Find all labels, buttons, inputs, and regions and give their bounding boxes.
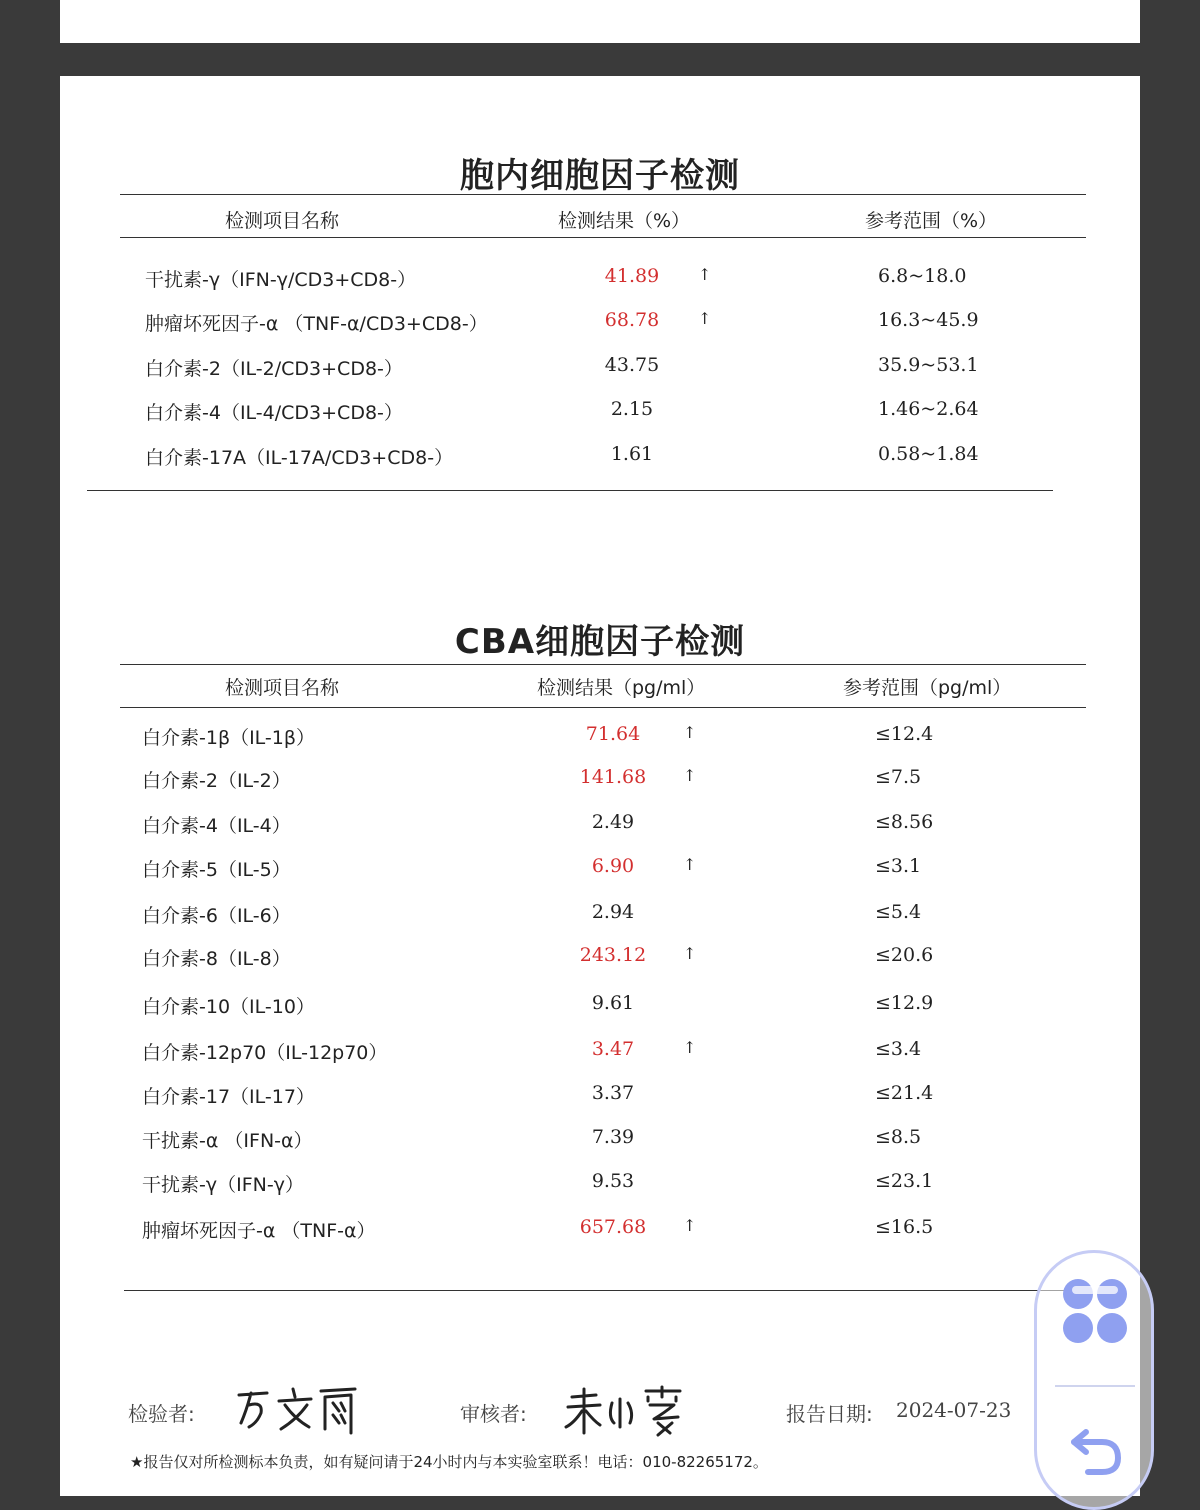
reviewer-signature: [562, 1383, 687, 1439]
test-item-name: 肿瘤坏死因子-α （TNF-α/CD3+CD8-）: [145, 313, 488, 335]
section1-header-top-rule: [120, 194, 1086, 195]
table-row: [0, 1082, 1200, 1112]
test-item-name: 干扰素-α （IFN-α）: [142, 1130, 313, 1152]
reference-range: 0.58~1.84: [878, 443, 979, 465]
test-item-name: 干扰素-γ（IFN-γ）: [142, 1174, 304, 1196]
test-result-value: 9.61: [591, 992, 635, 1014]
table-row: [0, 398, 1200, 428]
section1-title: 胞内细胞因子检测: [460, 156, 740, 196]
test-result-value: 43.75: [604, 354, 660, 376]
section1-bottom-rule: [87, 490, 1053, 491]
test-item-name: 白介素-17（IL-17）: [142, 1086, 315, 1108]
section1-header-name: 检测项目名称: [225, 210, 340, 232]
reference-range: 1.46~2.64: [878, 398, 979, 420]
reference-range: ≤3.4: [875, 1038, 922, 1060]
disclaimer-note: ★报告仅对所检测标本负责，如有疑问请于24小时内与本实验室联系！电话：010-82265172。: [130, 1453, 768, 1471]
table-row: [0, 1216, 1200, 1246]
table-row: [0, 992, 1200, 1022]
reference-range: ≤7.5: [875, 766, 922, 788]
reference-range: ≤8.5: [875, 1126, 922, 1148]
test-item-name: 白介素-2（IL-2）: [142, 770, 291, 792]
high-flag-arrow: ↑: [698, 265, 712, 284]
test-item-name: 白介素-8（IL-8）: [142, 948, 291, 970]
table-row: [0, 1170, 1200, 1200]
table-row: [0, 811, 1200, 841]
test-result-value: 2.15: [610, 398, 654, 420]
test-result-value: 71.64: [585, 723, 641, 745]
apps-icon[interactable]: [1060, 1276, 1130, 1346]
reference-range: ≤21.4: [875, 1082, 934, 1104]
test-result-value: 3.47: [591, 1038, 635, 1060]
section2-bottom-rule: [124, 1290, 1064, 1291]
reference-range: ≤8.56: [875, 811, 934, 833]
high-flag-arrow: ↑: [683, 766, 697, 785]
test-item-name: 肿瘤坏死因子-α （TNF-α）: [142, 1220, 376, 1242]
reference-range: 35.9~53.1: [878, 354, 979, 376]
test-result-value: 141.68: [579, 766, 647, 788]
test-result-value: 41.89: [604, 265, 660, 287]
report-date-value: 2024-07-23: [896, 1398, 1012, 1422]
inspector-signature: [235, 1383, 360, 1439]
test-item-name: 干扰素-γ（IFN-γ/CD3+CD8-）: [145, 269, 417, 291]
test-item-name: 白介素-5（IL-5）: [142, 859, 291, 881]
section2-header-bottom-rule: [120, 707, 1086, 708]
table-row: [0, 265, 1200, 295]
test-result-value: 657.68: [579, 1216, 647, 1238]
undo-icon[interactable]: [1066, 1418, 1126, 1478]
high-flag-arrow: ↑: [683, 944, 697, 963]
table-row: [0, 944, 1200, 974]
reference-range: ≤23.1: [875, 1170, 934, 1192]
table-row: [0, 766, 1200, 796]
test-item-name: 白介素-6（IL-6）: [142, 905, 291, 927]
test-result-value: 3.37: [591, 1082, 635, 1104]
section1-header-bottom-rule: [120, 237, 1086, 238]
test-result-value: 9.53: [591, 1170, 635, 1192]
reference-range: ≤20.6: [875, 944, 934, 966]
high-flag-arrow: ↑: [683, 723, 697, 742]
section2-title: CBA细胞因子检测: [454, 622, 746, 662]
reviewer-label: 审核者:: [460, 1402, 527, 1426]
test-item-name: 白介素-4（IL-4/CD3+CD8-）: [145, 402, 403, 424]
section1-header-range: 参考范围（%）: [865, 210, 998, 232]
reference-range: ≤12.4: [875, 723, 934, 745]
section2-header-result: 检测结果（pg/ml）: [537, 677, 706, 699]
table-row: [0, 1126, 1200, 1156]
test-item-name: 白介素-12p70（IL-12p70）: [142, 1042, 388, 1064]
reference-range: ≤5.4: [875, 901, 922, 923]
high-flag-arrow: ↑: [683, 1216, 697, 1235]
test-item-name: 白介素-10（IL-10）: [142, 996, 315, 1018]
section2-header-range: 参考范围（pg/ml）: [843, 677, 1012, 699]
test-result-value: 68.78: [604, 309, 660, 331]
section2-header-name: 检测项目名称: [225, 677, 340, 699]
reference-range: 6.8~18.0: [878, 265, 967, 287]
test-result-value: 243.12: [579, 944, 647, 966]
table-row: [0, 309, 1200, 339]
section2-header-top-rule: [120, 664, 1086, 665]
high-flag-arrow: ↑: [698, 309, 712, 328]
test-item-name: 白介素-17A（IL-17A/CD3+CD8-）: [145, 447, 454, 469]
test-result-value: 1.61: [610, 443, 654, 465]
high-flag-arrow: ↑: [683, 855, 697, 874]
test-item-name: 白介素-1β（IL-1β）: [142, 727, 315, 749]
test-item-name: 白介素-4（IL-4）: [142, 815, 291, 837]
section1-header-result: 检测结果（%）: [558, 210, 691, 232]
table-row: [0, 354, 1200, 384]
reference-range: ≤3.1: [875, 855, 922, 877]
reference-range: ≤12.9: [875, 992, 934, 1014]
inspector-label: 检验者:: [128, 1402, 195, 1426]
test-result-value: 7.39: [591, 1126, 635, 1148]
test-result-value: 6.90: [591, 855, 635, 877]
toolbar-divider: [1055, 1385, 1135, 1387]
report-date-label: 报告日期:: [786, 1402, 873, 1426]
high-flag-arrow: ↑: [683, 1038, 697, 1057]
reference-range: 16.3~45.9: [878, 309, 979, 331]
table-row: [0, 901, 1200, 931]
test-result-value: 2.94: [591, 901, 635, 923]
table-row: [0, 443, 1200, 473]
reference-range: ≤16.5: [875, 1216, 934, 1238]
test-result-value: 2.49: [591, 811, 635, 833]
test-item-name: 白介素-2（IL-2/CD3+CD8-）: [145, 358, 403, 380]
table-row: [0, 855, 1200, 885]
table-row: [0, 723, 1200, 753]
previous-page-bottom: [60, 0, 1140, 43]
table-row: [0, 1038, 1200, 1068]
